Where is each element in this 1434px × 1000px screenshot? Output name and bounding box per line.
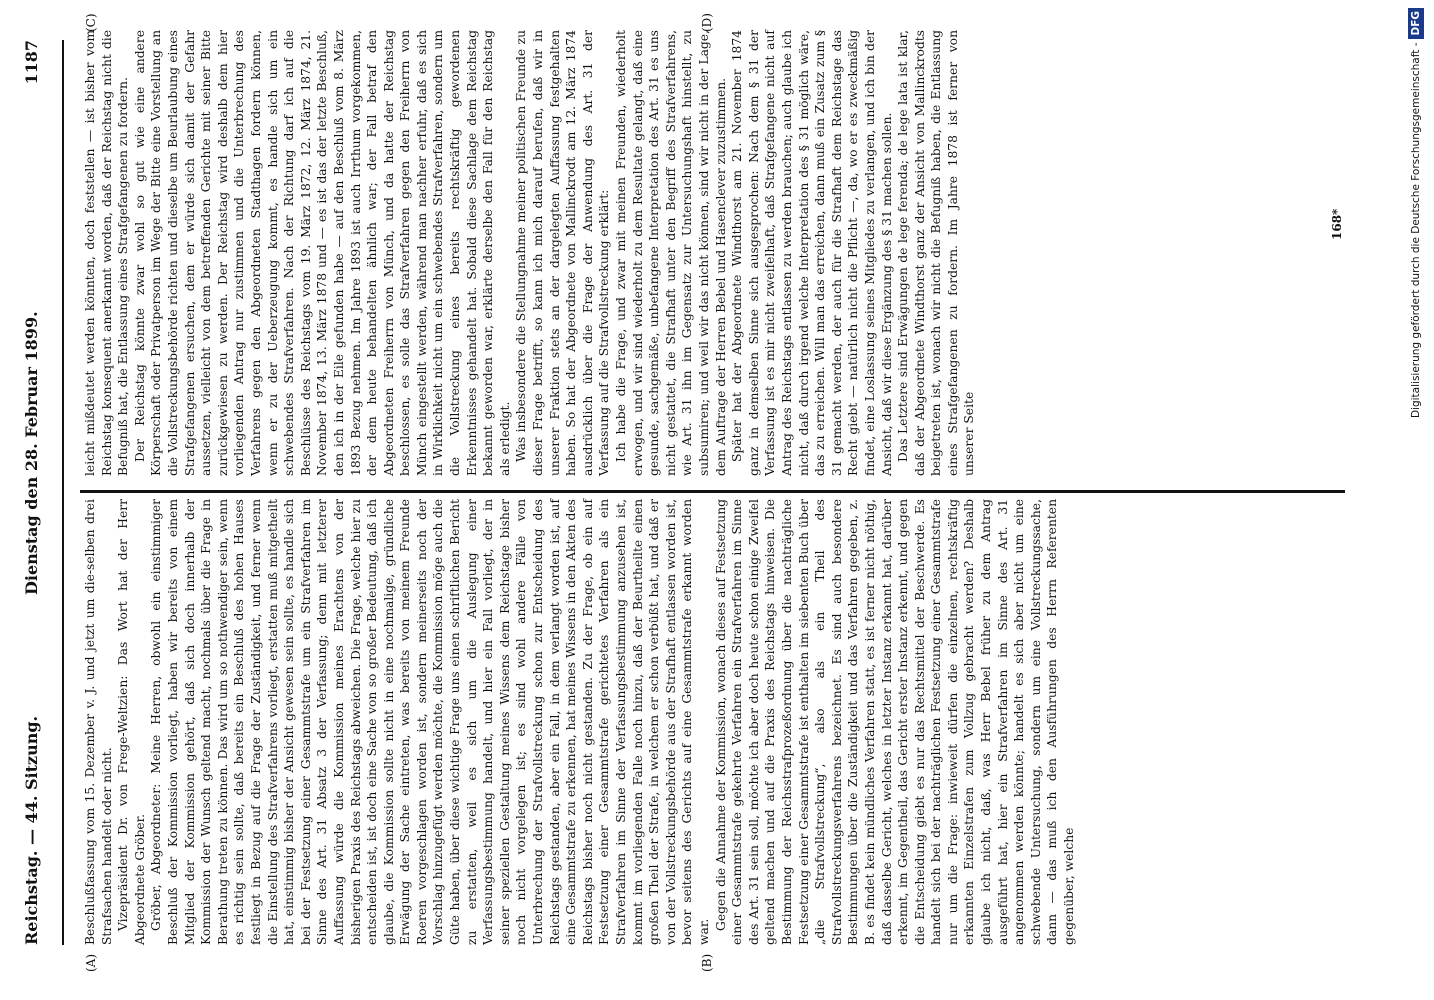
signature-mark: 168* — [1330, 208, 1344, 240]
digitization-text: Digitalisierung gefördert durch die Deutsche Forschungsgemeinschaft - — [1410, 42, 1422, 419]
left-column — [82, 499, 1078, 945]
margin-marker-b: (B) — [700, 953, 714, 972]
paragraph: Vizepräsident Dr. von Frege-Weltzien: Das Wort hat der Herr Abgeordnete Gröber. — [116, 499, 147, 945]
paragraph: Der Reichstag könnte zwar wohl so gut wie eine andere Körperschaft oder Privatperson im Wege der Bitte eine Vorstellung an die Vollstreckungsbehörde richten und dieselbe um Beurlaubung eines Strafgefangenen ersuchen, dem er würde sich damit der Gefahr aussetzen, vielleicht von dem betreffenden Gerichte mit seiner Bitte zurückgewiesen zu werden. Der Reichstag wird deshalb dem hier vorliegenden Antrag nur zustimmen und die Unterbrechung des Verfahrens gegen den Abgeordneten Stadthagen fordern können, wenn er zu der Ueberzeugung kommt, es handle sich um ein schwebendes Strafverfahren. Nach der Richtung darf ich auf die Beschlüsse des Reichstags vom 19. März 1872, 12. März 1874, 21. November 1874, 13. März 1878 und — es ist das der letzte Beschluß, den ich in der Eile gefunden habe — auf den Beschluß vom 8. März 1893 Bezug nehmen. Im Jahre 1893 ist auch Irrthum vorgekommen, der dem heute behandelten ähnlich war; der Fall betraf den Abgeordneten Freiherrn von Münch, und da hatte der Reichstag beschlossen, es solle das Strafverfahren gegen den Freiherrn von Münch eingestellt werden, während man nachher erfuhr, daß es sich in Wirklichkeit nicht um ein schwebendes Strafverfahren, sondern um die Vollstreckung eines bereits rechtskräftig gewordenen Erkenntnisses gehandelt hat. Sobald diese Sachlage dem Reichstag bekannt geworden war, erklärte derselbe den Fall für den Reichstag als erledigt. — [132, 30, 512, 476]
header-page-number: 1187 — [22, 40, 41, 85]
paragraph: Das Letztere sind Erwägungen de lege ferenda; de lege lata ist klar, daß der Abgeordnete Windthorst ganz der Ansicht von Mallinckrodts beigetreten ist, wonach wir nicht die Befugniß haben, die Entlassung eines Strafgefangenen zu fordern. Im Jahre 1878 ist ferner von unserer Seite — [896, 30, 977, 476]
header-left: Reichstag. — 44. Sitzung. — [22, 715, 41, 945]
paragraph: Später hat der Abgeordnete Windthorst am 21. November 1874 ganz in demselben Sinne sich ausgesprochen: Nach dem § 31 der Verfassung ist es mir nicht zweifelhaft, daß Strafgefangene nicht auf Antrag des Reichstags entlassen zu werden brauchen; auch glaube ich nicht, daß durch irgend welche Interpretation des § 31 möglich wäre, das zu erreichen. Will man das erreichen, dann muß ein Zusatz zum § 31 gemacht werden, der auch für die Strafhaft dem Reichstage das Recht giebt — natürlich nicht die Pflicht —, da, wo er es zweckmäßig findet, eine Loslassung seines Mitgliedes zu verlangen, und ich bin der Ansicht, daß wir diese Ergänzung des § 31 machen sollen. — [730, 30, 894, 476]
margin-marker-c: (C) — [84, 13, 98, 32]
paragraph: Was insbesondere die Stellungnahme meiner politischen Freunde zu dieser Frage betrifft, so kann ich mich darauf berufen, daß wir in unserer Fraktion stets an der dargelegten Auffassung festgehalten haben. So hat der Abgeordnete von Mallinckrodt am 12. März 1874 ausdrücklich über die Frage der Anwendung des Art. 31 der Verfassung auf die Strafvollstreckung erklärt: — [514, 30, 612, 476]
header-center: Dienstag den 28. Februar 1899. — [22, 311, 41, 595]
page-header — [22, 40, 62, 945]
paragraph: Gegen die Annahme der Kommission, wonach dieses auf Festsetzung einer Gesammtstrafe gekehrte Verfahren ein Strafverfahren im Sinne des Art. 31 sein soll, möchte ich aber doch heute schon einige Zweifel geltend machen und auf die Praxis des Reichstags hinweisen. Die Bestimmung der Reichsstrafprozeßordnung über die nachträgliche Festsetzung einer Gesammtstrafe ist enthalten im siebenten Buch über „die Strafvollstreckung“, also als ein Theil des Strafvollstreckungsverfahrens bezeichnet. Es sind auch besondere Bestimmungen über die Zuständigkeit und das Verfahren gegeben, z. B. es findet kein mündliches Verfahren statt, es ist ferner nicht nöthig, daß dasselbe Gericht, welches in letzter Instanz erkannt hat, darüber erkennt, im Gegentheil, das Gericht erster Instanz erkennt, und gegen die Entscheidung giebt es nur das Rechtsmittel der Beschwerde. Es handelt sich bei der nachträglichen Festsetzung einer Gesammtstrafe nur um die Frage: inwieweit dürfen die einzelnen, rechtskräftig erkannten Einzelstrafen zum Vollzug gebracht werden? Deshalb glaube ich nicht, daß, was Herr Bebel früher zu dem Antrag ausgeführt hat, hier ein Strafverfahren im Sinne des Art. 31 angenommen werden könnte; handelt es sich aber nicht um eine schwebende Untersuchung, sondern um eine Vollstreckungssache, dann — das muß ich den Ausführungen des Herrn Referenten gegenüber, welche — [713, 499, 1077, 945]
paragraph: leicht mißdeutet werden könnten, doch feststellen — ist bisher vom Reichstag konsequent anerkannt worden, daß der Reichstag nicht die Befugniß hat, die Entlassung eines Strafgefangenen zu fordern. — [83, 30, 131, 476]
paragraph: Beschlußfassung vom 15. Dezember v. J. und jetzt um die-selben drei Strafsachen handelt oder nicht. — [83, 499, 114, 945]
dfg-logo: DFG — [1408, 8, 1424, 39]
paragraph: Gröber, Abgeordneter: Meine Herren, obwohl ein einstimmiger Beschluß der Kommission vorliegt, haben wir bereits von einem Mitglied der Kommission gehört, daß sich doch innerhalb der Kommission der Wunsch geltend macht, nochmals über die Frage in Berathung treten zu können. Das wird um so nothwendiger sein, wenn es richtig sein sollte, daß bereits ein Beschluß des hohen Hauses festliegt in Bezug auf die Frage der Zuständigkeit, und ferner wenn die Einstellung des Strafverfahrens vorliegt, erstatten muß mitgetheilt hat, einstimmig bisher der Ansicht gewesen sein sollte, es handle sich bei der Festsetzung einer Gesammtstrafe um ein Strafverfahren im Sinne des Art. 31 Absatz 3 der Verfassung; denn mit letzterer Auffassung würde die Kommission meines Erachtens von der bisherigen Praxis des Reichstags abweichen. Die Frage, welche hier zu entscheiden ist, ist doch eine Sache von so großer Bedeutung, daß ich glaube, die Kommission sollte nicht in eine nochmalige, gründliche Erwägung der Sache eintreten, was bereits von meinem Freunde Roeren vorgeschlagen worden ist, sondern meinerseits noch der Vorschlag hinzugefügt werden möchte, die Kommission möge auch die Güte haben, über diese wichtige Frage uns einen schriftlichen Bericht zu erstatten, weil es sich um die Auslegung einer Verfassungsbestimmung handelt, und hier ein Fall vorliegt, der in seiner speziellen Gestaltung meines Wissens dem Reichstage bisher noch nicht vorgelegen ist; es sind wohl andere Fälle von Unterbrechung der Strafvollstreckung schon zur Entscheidung des Reichstags gestanden, aber ein Fall, in dem verlangt worden ist, auf eine Gesammtstrafe zu erkennen, hat meines Wissens in den Akten des Reichstags bisher noch nicht gestanden. Zu der Frage, ob ein auf Festsetzung einer Gesammtstrafe gerichtetes Verfahren als ein Strafverfahren im Sinne der Verfassungsbestimmung anzusehen ist, kommt im vorliegenden Falle noch hinzu, daß der Beurtheilte einen großen Theil der Strafe, in welchem er schon verbüßt hat, und daß er von der Vollstreckungsbehörde aus der Strafhaft entlassen worden ist, bevor seitens des Gerichts auf eine Gesammtstrafe erkannt worden war. — [149, 499, 711, 945]
column-divider — [80, 490, 1345, 493]
header-rule — [62, 40, 64, 945]
digitization-note — [1405, 8, 1427, 992]
right-column — [82, 30, 978, 476]
margin-marker-a: (A) — [84, 953, 98, 972]
margin-marker-d: (D) — [700, 13, 714, 32]
quotation: Ich habe die Frage, und zwar mit meinen Freunden, wiederholt erwogen, und wir sind wiederholt zu dem Resultate gelangt, daß eine gesunde, sachgemäße, unbefangene Interpretation des Art. 31 es uns nicht gestattet, die Strafhaft unter den Begriff des Strafverfahrens, wie Art. 31 ihn im Gegensatz zur Untersuchungshaft hinstellt, zu subsumiren; und weil wir das nicht können, sind wir nicht in der Lage, dem Auftrage der Herren Bebel und Hasenclever zuzustimmen. — [614, 30, 728, 476]
